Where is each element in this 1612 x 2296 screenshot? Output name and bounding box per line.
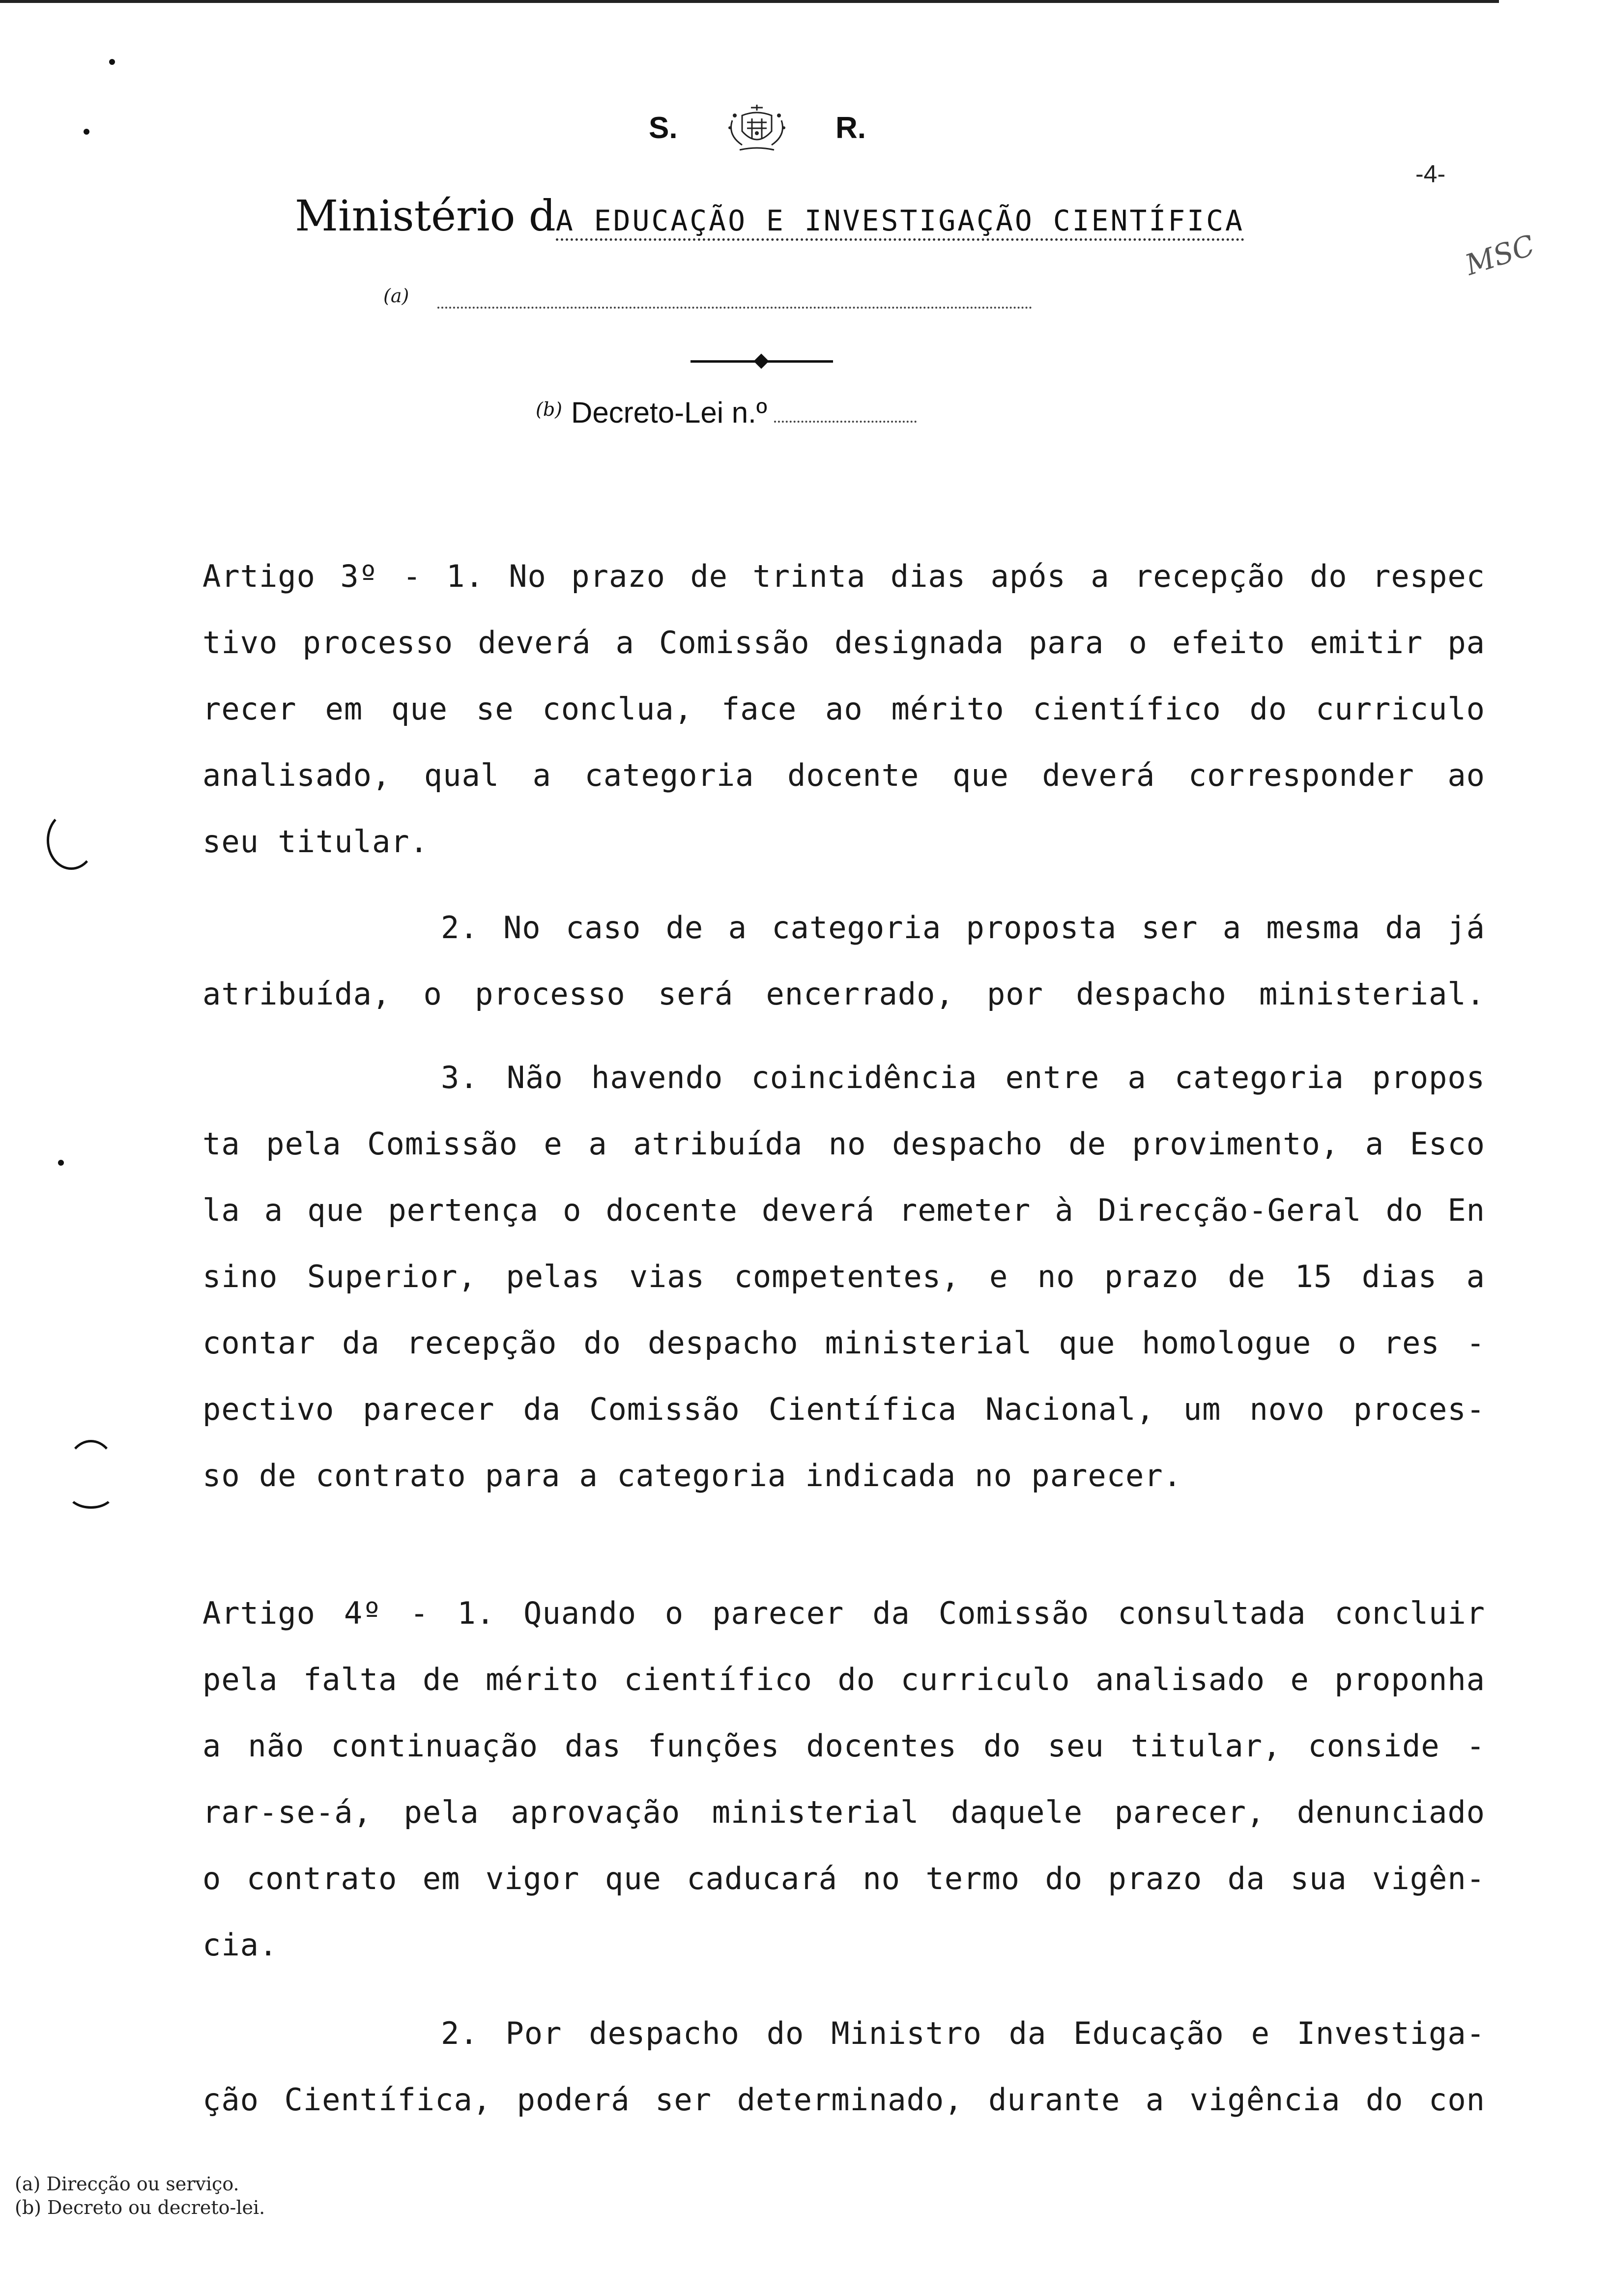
handwritten-note: MSC <box>1461 228 1539 282</box>
article-3 <box>202 543 1485 875</box>
b-mark: (b) <box>536 399 562 420</box>
footnote-b: (b) Decreto ou decreto-lei. <box>15 2197 265 2218</box>
decree-number-fill-line <box>774 421 917 423</box>
text-line: recer em que se conclua, face ao mérito científico do curriculo <box>202 691 1485 727</box>
text-line: a não continuação das funções docentes do seu titular, conside - <box>202 1728 1485 1764</box>
text-line: ção Científica, poderá ser determinado, durante a vigência do con <box>202 2082 1485 2118</box>
text-line: Artigo 4º - 1. Quando o parecer da Comissão consultada concluir <box>202 1595 1485 1631</box>
service-fill-line <box>437 307 1032 309</box>
text-line: la a que pertença o docente deverá remeter à Direcção-Geral do En <box>202 1192 1485 1228</box>
text-line: 3. Não havendo coincidência entre a categoria propos <box>441 1060 1485 1095</box>
article-4-item-2 <box>202 2000 1485 2133</box>
margin-dot <box>84 129 89 135</box>
top-border-line <box>0 0 1499 3</box>
state-emblem-header <box>649 101 904 155</box>
text-line: 2. Por despacho do Ministro da Educação e Investiga- <box>441 2015 1485 2051</box>
page-number: -4- <box>1415 160 1446 188</box>
text-line: rar-se-á, pela aprovação ministerial daquele parecer, denunciado <box>202 1794 1485 1830</box>
article-3-item-3 <box>202 1044 1485 1509</box>
ministry-name: A EDUCAÇÃO E INVESTIGAÇÃO CIENTÍFICA <box>556 204 1244 241</box>
text-line: analisado, qual a categoria docente que deverá corresponder ao <box>202 757 1485 793</box>
text-line: 2. No caso de a categoria proposta ser a mesma da já <box>441 910 1485 946</box>
article-3-item-2 <box>202 894 1485 1027</box>
text-line: cia. <box>202 1927 278 1963</box>
margin-dot <box>109 59 115 65</box>
text-line: Artigo 3º - 1. No prazo de trinta dias após a recepção do respec <box>202 558 1485 594</box>
text-line: ta pela Comissão e a atribuída no despacho de provimento, a Esco <box>202 1126 1485 1162</box>
margin-dot <box>58 1160 64 1166</box>
text-line: o contrato em vigor que caducará no termo do prazo da sua vigên- <box>202 1861 1485 1896</box>
footnote-a: (a) Direcção ou serviço. <box>15 2173 239 2195</box>
footnotes <box>15 2172 265 2219</box>
sr-left: S. <box>649 111 678 145</box>
text-line: pela falta de mérito científico do curriculo analisado e proponha <box>202 1662 1485 1697</box>
margin-hole-mark <box>47 811 96 870</box>
text-line: tivo processo deverá a Comissão designada para o efeito emitir pa <box>202 625 1485 660</box>
text-line: so de contrato para a categoria indicada no parecer. <box>202 1458 1182 1493</box>
text-line: atribuída, o processo será encerrado, por despacho ministerial. <box>202 976 1485 1012</box>
service-line <box>383 285 1140 315</box>
decree-line <box>536 396 917 430</box>
sr-right: R. <box>835 111 866 145</box>
article-4 <box>202 1580 1485 1978</box>
coat-of-arms-icon <box>722 101 791 155</box>
text-line: sino Superior, pelas vias competentes, e no prazo de 15 dias a <box>202 1259 1485 1294</box>
text-line: seu titular. <box>202 824 429 860</box>
decree-label: Decreto-Lei n.º <box>571 396 767 429</box>
ornamental-divider <box>691 354 833 369</box>
ministry-title <box>295 192 1244 241</box>
text-line: contar da recepção do despacho ministerial que homologue o res - <box>202 1325 1485 1361</box>
ministry-prefix: Ministério d <box>295 192 556 241</box>
a-mark: (a) <box>383 285 409 307</box>
text-line: pectivo parecer da Comissão Científica Nacional, um novo proces- <box>202 1391 1485 1427</box>
margin-hole-mark <box>66 1474 115 1509</box>
